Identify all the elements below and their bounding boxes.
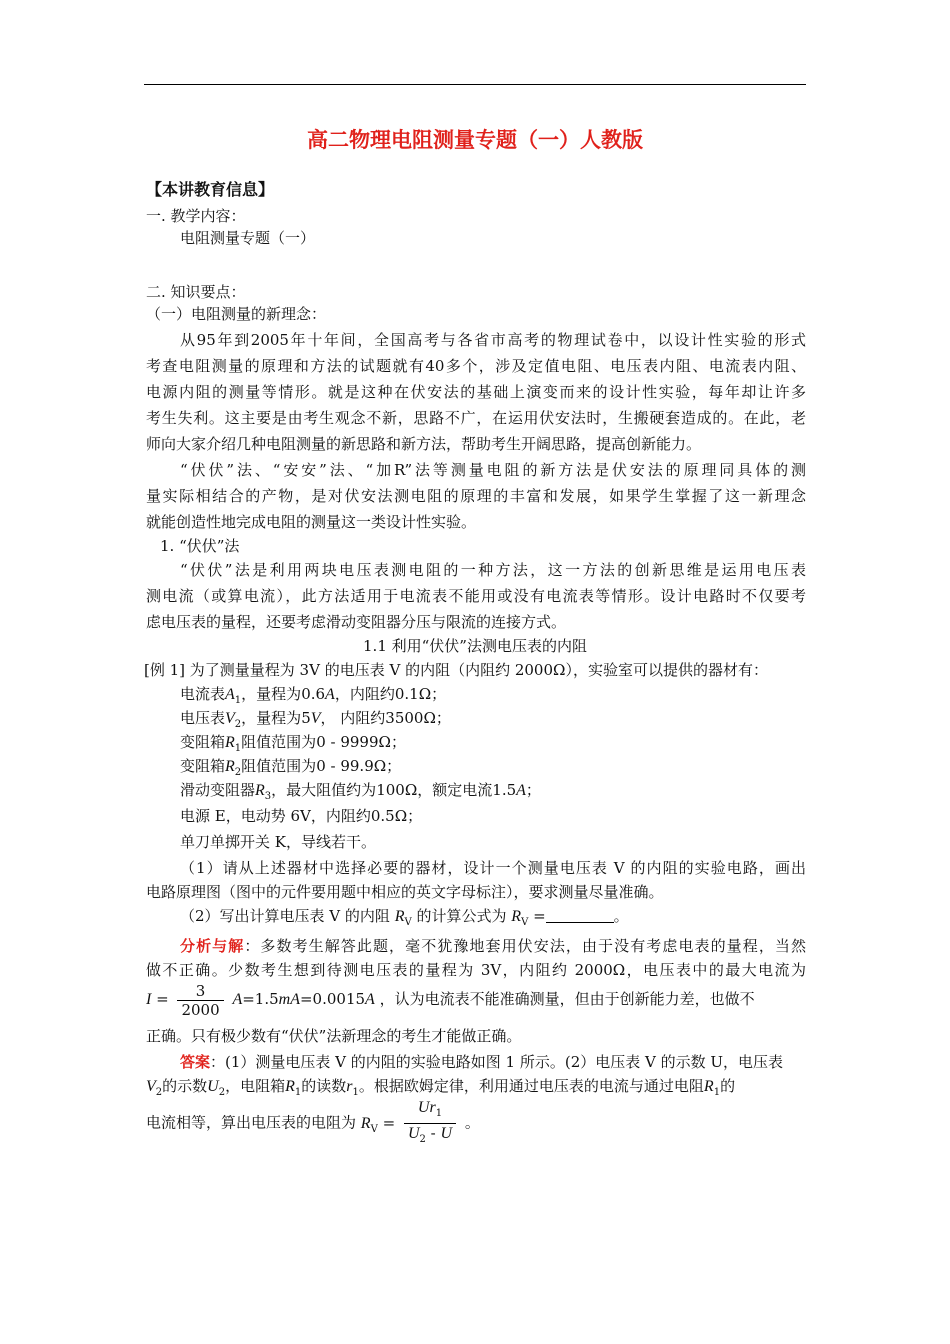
page-title: 高二物理电阻测量专题（一）人教版 (307, 128, 643, 152)
equipment-rheostat-r3: 滑动变阻器$R_3$，最大阻值约为100Ω，额定电流1.5A； (180, 781, 541, 802)
example-1-statement: [例 1] 为了测量量程为 3V 的电压表 V 的内阻（内阻约 2000Ω），实验室可以提供的器材有： (144, 661, 768, 679)
answer-line: 答案：(1）测量电压表 V 的内阻的实验电路如图 1 所示。(2）电压表 V 的示数 U，电压表 (180, 1053, 784, 1071)
question-1-line: 电路原理图（图中的元件要用题中相应的英文字母标注），要求测量尽量准确。 (146, 883, 664, 901)
equipment-power-source: 电源 E，电动势 6V，内阻约0.5Ω； (180, 807, 423, 825)
heading-teaching-content: 一. 教学内容： (146, 207, 246, 225)
paragraph-line: “伏伏”法是利用两块电压表测电阻的一种方法，这一方法的创新思维是运用电压表 (180, 561, 806, 579)
analysis-formula-line: I = $\frac{3}{2000}$ A=1.5mA=0.0015A ，认为电流表不能准确测量，但由于创新能力差，也做不 (146, 981, 755, 1019)
analysis-line: 正确。只有极少数有“伏伏”法新理念的考生才能做正确。 (146, 1027, 522, 1045)
paragraph-line: 考生失利。这主要是由考生观念不新，思路不广，在运用伏安法时，生搬硬套造成的。在此，老 (146, 409, 806, 427)
answer-formula-line: 电流相等，算出电压表的电阻为 $R_V$ = $\frac{Ur_1}{U_2 - U}$ 。 (146, 1098, 806, 1146)
paragraph-line: 量实际相结合的产物，是对伏安法测电阻的原理的丰富和发展，如果学生掌握了这一新理念 (146, 487, 806, 505)
top-rule (144, 84, 806, 85)
teaching-content-item: 电阻测量专题（一） (180, 229, 316, 247)
resistance-formula: $R_V$ = $\frac{Ur_1}{U_2 - U}$ (361, 1114, 465, 1132)
question-2: （2）写出计算电压表 V 的内阻 $R_V$ 的计算公式为 $R_V$ = 。 (180, 907, 629, 928)
question-1-line: （1）请从上述器材中选择必要的器材，设计一个测量电压表 V 的内阻的实验电路，画出 (180, 859, 806, 877)
analysis-label: 分析与解 (180, 937, 245, 955)
answer-blank (546, 908, 614, 923)
paragraph-line: 从95年到2005年十年间，全国高考与各省市高考的物理试卷中，以设计性实验的形式 (180, 331, 806, 349)
paragraph-line: 虑电压表的量程，还要考虑滑动变阻器分压与限流的连接方式。 (146, 613, 567, 631)
heading-knowledge-points: 二. 知识要点： (146, 283, 246, 301)
paragraph-line: 师向大家介绍几种电阻测量的新思路和新方法，帮助考生开阔思路，提高创新能力。 (146, 435, 702, 453)
item-1-heading: 1. “伏伏”法 (160, 537, 240, 555)
current-formula: I = $\frac{3}{2000}$ A=1.5mA=0.0015A (146, 981, 375, 1019)
answer-line: $V_2$的示数$U_2$，电阻箱$R_1$的读数$r_1$。根据欧姆定律，利用通过电压表的电流与通过电阻$R_1$的 (146, 1077, 736, 1098)
section-header: 【本讲教育信息】 (146, 180, 275, 199)
answer-label: 答案 (180, 1053, 211, 1071)
equipment-switch: 单刀单掷开关 K，导线若干。 (180, 833, 376, 851)
paragraph-line: “伏伏”法、“安安”法、“加R”法等测量电阻的新方法是伏安法的原理同具体的测 (180, 461, 806, 479)
equipment-resistor-box-r2: 变阻箱$R_2$阻值范围为0 - 99.9Ω； (180, 757, 402, 778)
paragraph-line: 考查电阻测量的原理和方法的试题就有40多个，涉及定值电阻、电压表内阻、电流表内阻、 (146, 357, 806, 375)
equipment-ammeter-a1: 电流表$A_1$，量程为0.6A，内阻约0.1Ω； (180, 685, 447, 706)
subheading-1-1: 1.1 利用“伏伏”法测电压表的内阻 (363, 637, 587, 655)
analysis-line: 分析与解：多数考生解答此题，毫不犹豫地套用伏安法，由于没有考虑电表的量程，当然 (180, 937, 806, 955)
subheading-new-concept: （一）电阻测量的新理念： (146, 305, 327, 323)
analysis-line: 做不正确。少数考生想到待测电压表的量程为 3V，内阻约 2000Ω，电压表中的最大电流为 (146, 961, 806, 979)
equipment-voltmeter-v2: 电压表$V_2$，量程为5V， 内阻约3500Ω； (180, 709, 451, 730)
paragraph-line: 就能创造性地完成电阻的测量这一类设计性实验。 (146, 513, 477, 531)
paragraph-line: 电源内阻的测量等情形。就是这种在伏安法的基础上演变而来的设计性实验，每年却让许多 (146, 383, 806, 401)
paragraph-line: 测电流（或算电流），此方法适用于电流表不能用或没有电流表等情形。设计电路时不仅要考 (146, 587, 806, 605)
equipment-resistor-box-r1: 变阻箱$R_1$阻值范围为0 - 9999Ω； (180, 733, 406, 754)
